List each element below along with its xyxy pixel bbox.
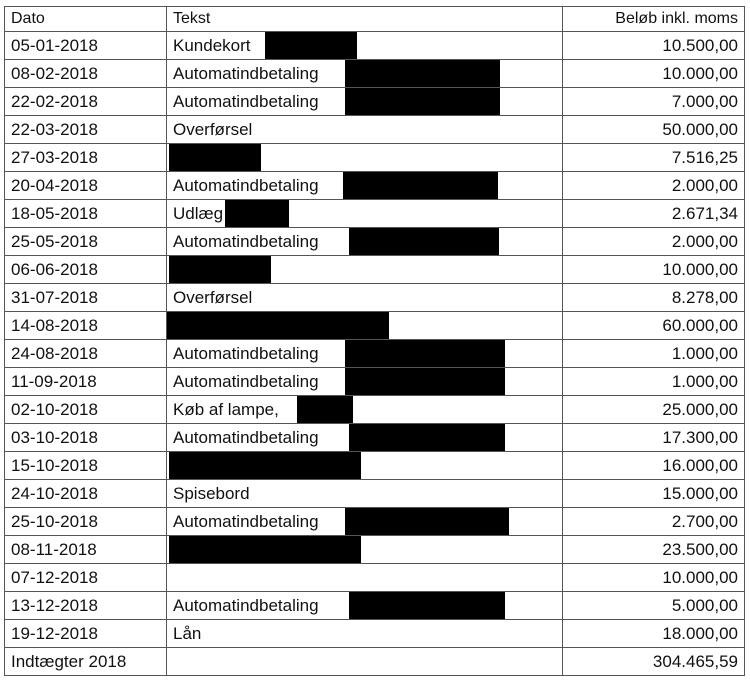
row-amount: 60.000,00 [563, 312, 745, 340]
redaction-box [169, 536, 361, 564]
redaction-box [345, 88, 500, 116]
row-text-label: Spisebord [173, 484, 250, 503]
row-text-label: Automatindbetaling [173, 176, 319, 195]
row-text [167, 536, 563, 564]
row-text [167, 32, 563, 60]
row-text [167, 88, 563, 116]
row-text [167, 256, 563, 284]
row-date: 18-05-2018 [5, 200, 167, 228]
total-row [5, 648, 745, 676]
redaction-box [169, 256, 271, 284]
redaction-box [265, 32, 357, 60]
row-text-label: Automatindbetaling [173, 512, 319, 531]
row-date: 22-02-2018 [5, 88, 167, 116]
row-date: 27-03-2018 [5, 144, 167, 172]
redaction-box [345, 60, 500, 88]
row-date: 19-12-2018 [5, 620, 167, 648]
row-text [167, 508, 563, 536]
row-amount: 1.000,00 [563, 340, 745, 368]
row-text [167, 200, 563, 228]
row-text-label: Automatindbetaling [173, 596, 319, 615]
row-amount: 8.278,00 [563, 284, 745, 312]
row-amount: 1.000,00 [563, 368, 745, 396]
row-amount: 2.000,00 [563, 172, 745, 200]
row-text [167, 368, 563, 396]
row-text [167, 172, 563, 200]
row-text [167, 144, 563, 172]
total-amount: 304.465,59 [563, 648, 745, 676]
table-row [5, 284, 745, 312]
row-amount: 2.000,00 [563, 228, 745, 256]
row-amount: 16.000,00 [563, 452, 745, 480]
table-row [5, 60, 745, 88]
row-date: 07-12-2018 [5, 564, 167, 592]
row-date: 11-09-2018 [5, 368, 167, 396]
row-amount: 10.500,00 [563, 32, 745, 60]
table-row [5, 396, 745, 424]
table-row [5, 116, 745, 144]
header-date: Dato [5, 7, 167, 32]
row-amount: 17.300,00 [563, 424, 745, 452]
row-text [167, 564, 563, 592]
row-date: 03-10-2018 [5, 424, 167, 452]
row-text [167, 452, 563, 480]
redaction-box [169, 144, 261, 172]
row-date: 05-01-2018 [5, 32, 167, 60]
redaction-box [345, 340, 505, 368]
row-amount: 2.700,00 [563, 508, 745, 536]
row-text-label: Automatindbetaling [173, 92, 319, 111]
row-text-label: Automatindbetaling [173, 64, 319, 83]
table-row [5, 424, 745, 452]
row-amount: 7.516,25 [563, 144, 745, 172]
row-date: 20-04-2018 [5, 172, 167, 200]
row-text [167, 284, 563, 312]
row-date: 25-10-2018 [5, 508, 167, 536]
row-date: 22-03-2018 [5, 116, 167, 144]
row-text-label: Automatindbetaling [173, 344, 319, 363]
table-row [5, 32, 745, 60]
row-text-label: Automatindbetaling [173, 372, 319, 391]
row-text-label: Køb af lampe, [173, 400, 279, 419]
row-text-label: Udlæg [173, 204, 224, 223]
table-row [5, 312, 745, 340]
row-amount: 23.500,00 [563, 536, 745, 564]
total-text-cell [167, 648, 563, 676]
redaction-box [343, 172, 498, 200]
row-amount: 10.000,00 [563, 60, 745, 88]
redaction-box [349, 592, 505, 620]
table-row [5, 508, 745, 536]
row-date: 14-08-2018 [5, 312, 167, 340]
redaction-box [297, 396, 353, 424]
row-amount: 5.000,00 [563, 592, 745, 620]
row-text [167, 592, 563, 620]
table-row [5, 228, 745, 256]
row-text-label: Automatindbetaling [173, 232, 319, 251]
redaction-box [169, 452, 361, 480]
table-row [5, 592, 745, 620]
table-row [5, 368, 745, 396]
header-text: Tekst [167, 7, 563, 32]
row-amount: 50.000,00 [563, 116, 745, 144]
row-text [167, 60, 563, 88]
row-text [167, 312, 563, 340]
table-row [5, 256, 745, 284]
row-amount: 25.000,00 [563, 396, 745, 424]
row-amount: 2.671,34 [563, 200, 745, 228]
redaction-box [167, 312, 389, 340]
row-amount: 10.000,00 [563, 564, 745, 592]
redaction-box [349, 228, 499, 256]
row-amount: 10.000,00 [563, 256, 745, 284]
redaction-box [349, 424, 505, 452]
row-text [167, 620, 563, 648]
table-row [5, 452, 745, 480]
row-date: 08-11-2018 [5, 536, 167, 564]
table-row [5, 172, 745, 200]
row-text-label: Overførsel [173, 288, 253, 307]
table-row [5, 340, 745, 368]
row-text [167, 116, 563, 144]
table-row [5, 200, 745, 228]
row-date: 08-02-2018 [5, 60, 167, 88]
row-text [167, 228, 563, 256]
table-row [5, 480, 745, 508]
row-date: 13-12-2018 [5, 592, 167, 620]
row-date: 24-10-2018 [5, 480, 167, 508]
total-label: Indtægter 2018 [5, 648, 167, 676]
row-amount: 15.000,00 [563, 480, 745, 508]
table-row [5, 620, 745, 648]
row-text-label: Kundekort [173, 36, 251, 55]
row-date: 24-08-2018 [5, 340, 167, 368]
redaction-box [225, 200, 289, 228]
row-date: 06-06-2018 [5, 256, 167, 284]
row-amount: 7.000,00 [563, 88, 745, 116]
income-ledger-table [4, 6, 745, 676]
ledger-body [5, 32, 745, 648]
row-text [167, 340, 563, 368]
row-text [167, 480, 563, 508]
row-date: 02-10-2018 [5, 396, 167, 424]
redaction-box [345, 368, 505, 396]
row-amount: 18.000,00 [563, 620, 745, 648]
table-row [5, 536, 745, 564]
row-text [167, 396, 563, 424]
row-date: 31-07-2018 [5, 284, 167, 312]
row-text-label: Overførsel [173, 120, 253, 139]
redaction-box [345, 508, 509, 536]
row-text-label: Automatindbetaling [173, 428, 319, 447]
header-amount: Beløb inkl. moms [563, 7, 745, 32]
row-date: 25-05-2018 [5, 228, 167, 256]
header-row [5, 7, 745, 32]
table-row [5, 144, 745, 172]
table-row [5, 88, 745, 116]
table-row [5, 564, 745, 592]
row-text [167, 424, 563, 452]
row-text-label: Lån [173, 624, 202, 643]
row-date: 15-10-2018 [5, 452, 167, 480]
